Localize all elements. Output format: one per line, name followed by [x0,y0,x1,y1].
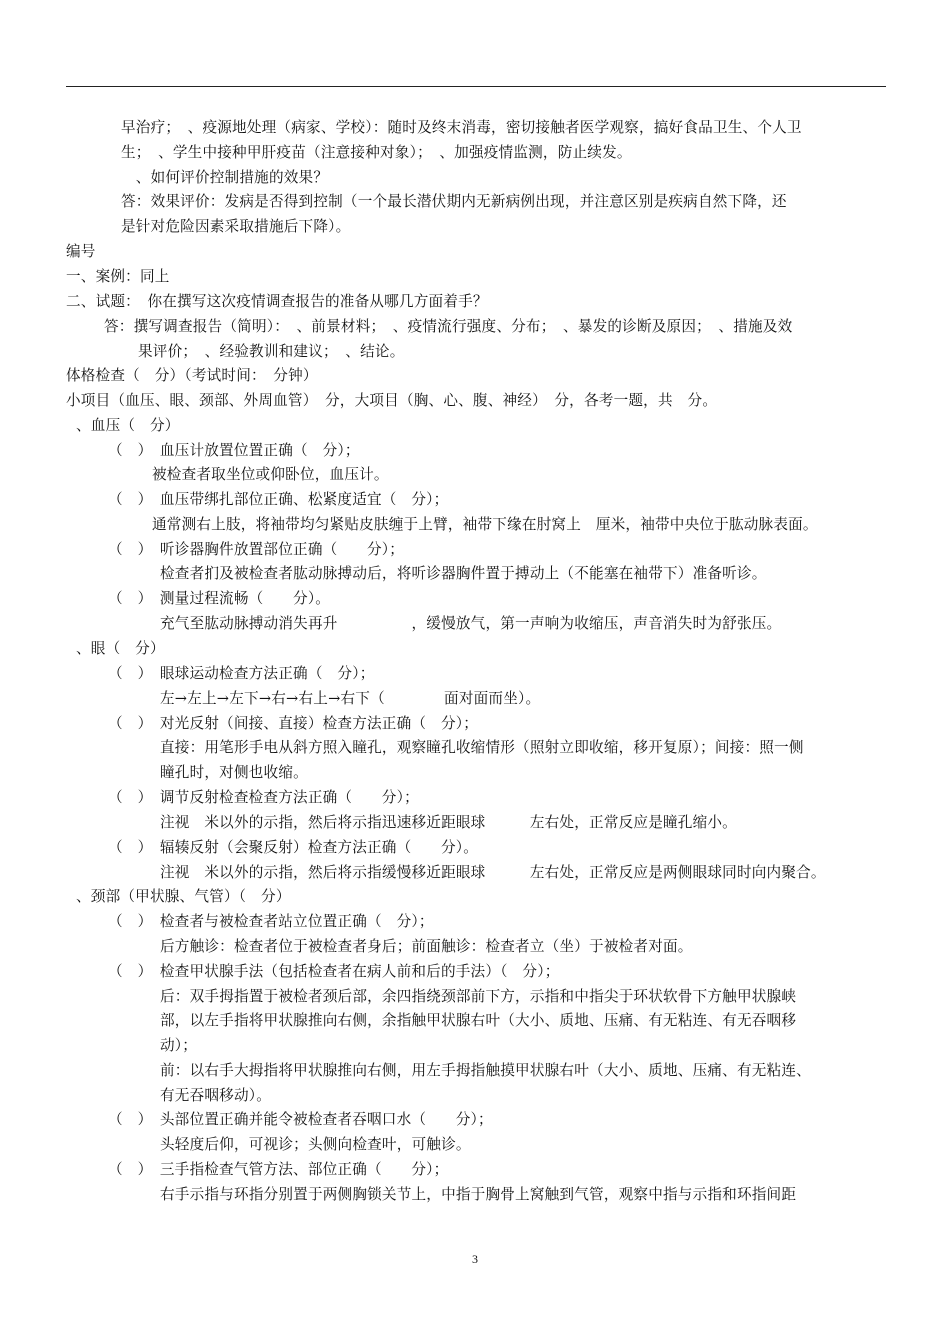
text-line: 后方触诊：检查者位于被检查者身后；前面触诊：检查者立（坐）于被检者对面。 [160,938,693,955]
text-line: （ ） 辐辏反射（会聚反射）检查方法正确（ 分）。 [108,839,479,856]
text-line: 前：以右手大拇指将甲状腺推向右侧，用左手拇指触摸甲状腺右叶（大小、质地、压痛、有无粘连、 [160,1062,811,1079]
text-line: 右手示指与环指分别置于两侧胸锁关节上，中指于胸骨上窝触到气管，观察中指与示指和环指间距 [160,1186,797,1203]
text-line: 后：双手拇指置于被检者颈后部，余四指绕颈部前下方，示指和中指尖于环状软骨下方触甲状腺峡 [160,988,797,1005]
section-number-label: 编号 [66,243,96,260]
text-line: 是针对危险因素采取措施后下降）。 [121,218,351,235]
text-line: 生； 、学生中接种甲肝疫苗（注意接种对象）； 、加强疫情监测，防止续发。 [121,144,632,161]
text-line: （ ） 听诊器胸件放置部位正确（ 分）； [108,541,405,558]
text-line: 充气至肱动脉搏动消失再升 ，缓慢放气，第一声响为收缩压，声音消失时为舒张压。 [160,615,782,632]
text-line: （ ） 对光反射（间接、直接）检查方法正确（ 分）； [108,715,479,732]
text-line: 注视 米以外的示指，然后将示指迅速移近距眼球 左右处，正常反应是瞳孔缩小。 [160,814,737,831]
question-heading: 二、试题： 你在撰写这次疫情调查报告的准备从哪几方面着手？ [66,293,488,310]
text-line: 直接：用笔形手电从斜方照入瞳孔，观察瞳孔收缩情形（照射立即收缩，移开复原）；间接：照一侧 [160,739,804,756]
text-line: （ ） 眼球运动检查方法正确（ 分）； [108,665,375,682]
text-line: 早治疗； 、疫源地处理（病家、学校）：随时及终末消毒，密切接触者医学观察，搞好食品卫生、个人卫 [121,119,802,136]
text-line: （ ） 三手指检查气管方法、部位正确（ 分）； [108,1161,449,1178]
section-eye: 、眼（ 分） [76,640,165,657]
header-rule [66,86,886,87]
section-blood-pressure: 、血压（ 分） [76,417,180,434]
text-line: 左→左上→左下→右→右上→右下（ 面对面而坐）。 [160,690,541,707]
text-line: 果评价； 、经验教训和建议； 、结论。 [138,343,405,360]
text-line: （ ） 血压带绑扎部位正确、松紧度适宜（ 分）； [108,491,449,508]
exam-title: 体格检查（ 分）（考试时间： 分钟） [66,367,318,384]
text-line: 检查者扪及被检查者肱动脉搏动后，将听诊器胸件置于搏动上（不能塞在袖带下）准备听诊。 [160,565,767,582]
text-line: （ ） 调节反射检查检查方法正确（ 分）； [108,789,419,806]
text-line: 瞳孔时，对侧也收缩。 [160,764,308,781]
text-line: （ ） 血压计放置位置正确（ 分）； [108,442,360,459]
text-line: 通常测右上肢，将袖带均匀紧贴皮肤缠于上臂，袖带下缘在肘窝上 厘米，袖带中央位于肱动脉表面。 [152,516,818,533]
text-line: 答：撰写调查报告（简明）： 、前景材料； 、疫情流行强度、分布； 、暴发的诊断及原因； 、措施及效 [104,318,793,335]
text-line: （ ） 测量过程流畅（ 分）。 [108,590,331,607]
text-line: 被检查者取坐位或仰卧位，血压计。 [152,466,389,483]
section-neck: 、颈部（甲状腺、气管）（ 分） [76,888,291,905]
text-line: 部，以左手指将甲状腺推向右侧，余指触甲状腺右叶（大小、质地、压痛、有无粘连、有无吞咽移 [160,1012,797,1029]
text-line: 、如何评价控制措施的效果？ [121,169,329,186]
text-line: （ ） 头部位置正确并能令被检查者吞咽口水（ 分）； [108,1111,493,1128]
case-heading: 一、案例：同上 [66,268,170,285]
text-line: （ ） 检查甲状腺手法（包括检查者在病人前和后的手法）（ 分）； [108,963,560,980]
text-line: 动）； [160,1037,198,1054]
text-line: 有无吞咽移动）。 [160,1087,272,1104]
text-line: （ ） 检查者与被检查者站立位置正确（ 分）； [108,913,434,930]
exam-summary: 小项目（血压、眼、颈部、外周血管） 分，大项目（胸、心、腹、神经） 分，各考一题，共 分。 [66,392,718,409]
text-line: 答：效果评价：发病是否得到控制（一个最长潜伏期内无新病例出现，并注意区别是疾病自然下降，还 [121,193,787,210]
text-line: 注视 米以外的示指，然后将示指缓慢移近距眼球 左右处，正常反应是两侧眼球同时向内聚合。 [160,864,826,881]
text-line: 头轻度后仰，可视诊；头侧向检查叶，可触诊。 [160,1136,471,1153]
page-number: 3 [472,1252,478,1266]
